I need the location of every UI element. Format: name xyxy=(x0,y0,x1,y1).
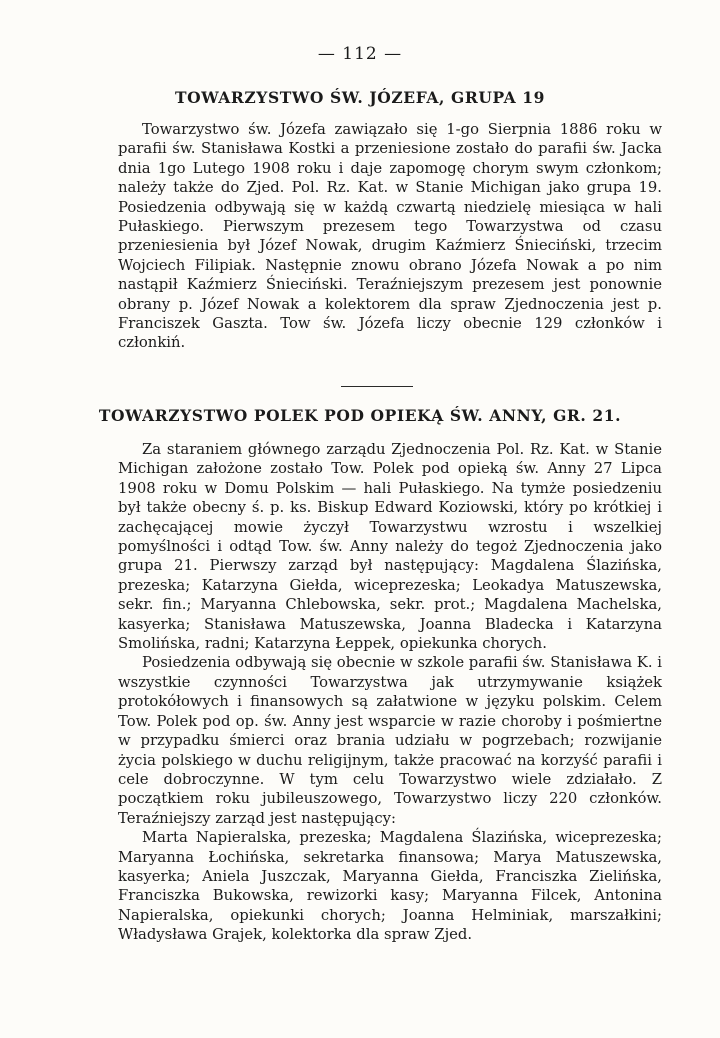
paragraph: Posiedzenia odbywają się obecnie w szkole parafii św. Stanisława K. i wszystkie czynności Towarzystwa jak utrzymywanie książek protokółowych i finansowych są załatwione w języku polskim. Celem Tow. Polek pod op. św. Anny jest wsparcie w razie choroby i pośmiertne w przypadku śmierci oraz brania udziału w pogrzebach; rozwijanie życia polskiego w duchu religijnym, także pracować na korzyść parafii i cele dobroczynne. W tym celu Towarzystwo wiele zdziałało. Z początkiem roku jubileuszowego, Towarzystwo liczy 220 członków. Teraźniejszy zarząd jest następujący: xyxy=(118,654,662,827)
section-heading-st-joseph: TOWARZYSTWO ŚW. JÓZEFA, GRUPA 19 xyxy=(175,88,545,107)
paragraph: Za staraniem głównego zarządu Zjednoczenia Pol. Rz. Kat. w Stanie Michigan założone zostało Tow. Polek pod opieką św. Anny 27 Lipca 1908 roku w Domu Polskim — hali Pułaskiego. Na tymże posiedzeniu był także obecny ś. p. ks. Biskup Edward Koziowski, który po krótkiej i zachęcającej mowie życzył Towarzystwu wzrostu i wszelkiej pomyślności i odtąd Tow. św. Anny należy do tegoż Zjednoczenia jako grupa 21. Pierwszy zarząd był następujący: Magdalena Ślazińska, prezeska; Katarzyna Giełda, wiceprezeska; Leokadya Matuszewska, sekr. fin.; Maryanna Chlebowska, sekr. prot.; Magdalena Machelska, kasyerka; Stanisława Matuszewska, Joanna Bladecka i Katarzyna Smolińska, radni; Katarzyna Łeppek, opiekunka chorych. xyxy=(118,441,662,653)
section-divider xyxy=(341,386,413,387)
section-body-st-anne xyxy=(118,440,662,945)
section-body-st-joseph xyxy=(118,120,662,353)
page-number: — 112 — xyxy=(317,44,403,64)
paragraph: Marta Napieralska, prezeska; Magdalena Ślazińska, wiceprezeska; Maryanna Łochińska, sekretarka finansowa; Marya Matuszewska, kasyerka; Aniela Juszczak, Maryanna Giełda, Franciszka Zielińska, Franciszka Bukowska, rewizorki kasy; Maryanna Filcek, Antonina Napieralska, opiekunki chorych; Joanna Helminiak, marszałkini; Władysława Grajek, kolektorka dla spraw Zjed. xyxy=(118,829,662,944)
paragraph: Towarzystwo św. Józefa zawiązało się 1-go Sierpnia 1886 roku w parafii św. Stanisława Kostki a przeniesione zostało do parafii św. Jacka dnia 1go Lutego 1908 roku i daje zapomogę chorym swym członkom; należy także do Zjed. Pol. Rz. Kat. w Stanie Michigan jako grupa 19. Posiedzenia odbywają się w każdą czwartą niedzielę miesiąca w hali Pułaskiego. Pierwszym prezesem tego Towarzystwa od czasu przeniesienia był Józef Nowak, drugim Kaźmierz Śnieciński, trzecim Wojciech Filipiak. Następnie znowu obrano Józefa Nowak a po nim nastąpił Kaźmierz Śnieciński. Teraźniejszym prezesem jest ponownie obrany p. Józef Nowak a kolektorem dla spraw Zjednoczenia jest p. Franciszek Gaszta. Tow św. Józefa liczy obecnie 129 członków i członkiń. xyxy=(118,121,662,352)
section-heading-st-anne: TOWARZYSTWO POLEK POD OPIEKĄ ŚW. ANNY, GR. 21. xyxy=(98,406,622,425)
